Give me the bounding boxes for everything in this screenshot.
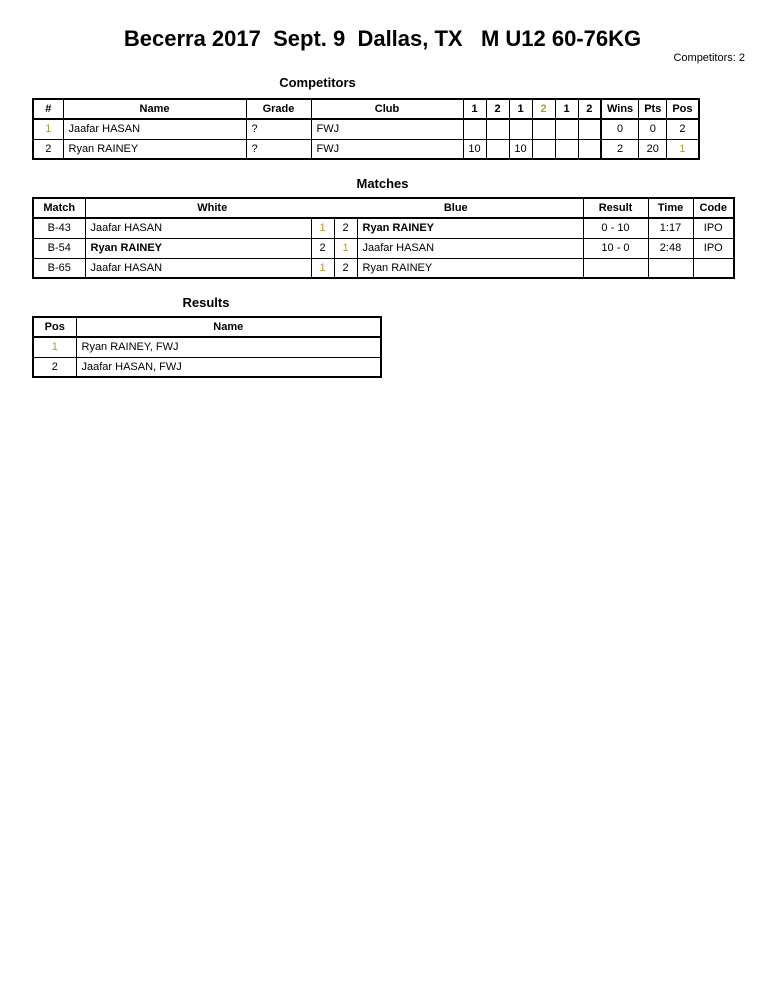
competitor-club: FWJ bbox=[311, 139, 463, 159]
score-cell bbox=[509, 119, 532, 139]
blue-number: 2 bbox=[334, 258, 357, 278]
results-table bbox=[32, 316, 382, 378]
score-cell bbox=[578, 139, 601, 159]
score-cell bbox=[578, 119, 601, 139]
score-cell bbox=[486, 119, 509, 139]
white-number: 1 bbox=[311, 218, 334, 238]
competitor-pos: 1 bbox=[667, 139, 699, 159]
match-result bbox=[583, 258, 648, 278]
white-competitor: Jaafar HASAN bbox=[85, 258, 311, 278]
competitor-grade: ? bbox=[246, 139, 311, 159]
competitor-row bbox=[33, 139, 699, 159]
match-result-code bbox=[693, 258, 734, 278]
competitor-name: Jaafar HASAN bbox=[63, 119, 246, 139]
col-wins: Wins bbox=[601, 99, 639, 119]
match-code: B-65 bbox=[33, 258, 85, 278]
col-white-blue bbox=[85, 198, 583, 218]
competitor-pts: 0 bbox=[639, 119, 667, 139]
col-code: Code bbox=[693, 198, 734, 218]
score-cell bbox=[555, 119, 578, 139]
col-round-4: 2 bbox=[532, 99, 555, 119]
competitor-club: FWJ bbox=[311, 119, 463, 139]
match-time: 2:48 bbox=[648, 238, 693, 258]
col-round-1: 1 bbox=[463, 99, 486, 119]
white-competitor: Ryan RAINEY bbox=[85, 238, 311, 258]
col-number: # bbox=[33, 99, 63, 119]
white-number: 1 bbox=[311, 258, 334, 278]
competitors-table bbox=[32, 98, 700, 160]
col-round-6: 2 bbox=[578, 99, 601, 119]
competitors-section-title: Competitors bbox=[279, 75, 356, 90]
match-row bbox=[33, 218, 734, 238]
score-cell bbox=[532, 139, 555, 159]
match-row bbox=[33, 238, 734, 258]
blue-competitor: Ryan RAINEY bbox=[357, 218, 583, 238]
results-header-row bbox=[33, 317, 381, 337]
match-time: 1:17 bbox=[648, 218, 693, 238]
result-row bbox=[33, 357, 381, 377]
col-pos: Pos bbox=[667, 99, 699, 119]
page-title: Becerra 2017 Sept. 9 Dallas, TX M U12 60-76KG bbox=[123, 26, 642, 51]
competitor-pos: 2 bbox=[667, 119, 699, 139]
col-round-3: 1 bbox=[509, 99, 532, 119]
score-cell bbox=[555, 139, 578, 159]
competitor-number: 1 bbox=[33, 119, 63, 139]
col-white: White bbox=[197, 202, 228, 214]
competitor-pts: 20 bbox=[639, 139, 667, 159]
score-cell bbox=[532, 119, 555, 139]
col-club: Club bbox=[311, 99, 463, 119]
white-number: 2 bbox=[311, 238, 334, 258]
match-result-code: IPO bbox=[693, 218, 734, 238]
col-name: Name bbox=[63, 99, 246, 119]
col-round-5: 1 bbox=[555, 99, 578, 119]
col-result: Result bbox=[583, 198, 648, 218]
result-name: Jaafar HASAN, FWJ bbox=[76, 357, 381, 377]
competitor-grade: ? bbox=[246, 119, 311, 139]
score-cell: 10 bbox=[509, 139, 532, 159]
col-pts: Pts bbox=[639, 99, 667, 119]
score-cell: 10 bbox=[463, 139, 486, 159]
result-row bbox=[33, 337, 381, 357]
competitors-header-row bbox=[33, 99, 699, 119]
result-pos: 2 bbox=[33, 357, 76, 377]
results-section-title: Results bbox=[182, 295, 230, 310]
col-pos: Pos bbox=[33, 317, 76, 337]
score-cell bbox=[463, 119, 486, 139]
blue-competitor: Ryan RAINEY bbox=[357, 258, 583, 278]
competitor-row bbox=[33, 119, 699, 139]
match-code: B-43 bbox=[33, 218, 85, 238]
match-result: 0 - 10 bbox=[583, 218, 648, 238]
col-round-2: 2 bbox=[486, 99, 509, 119]
result-name: Ryan RAINEY, FWJ bbox=[76, 337, 381, 357]
match-time bbox=[648, 258, 693, 278]
match-code: B-54 bbox=[33, 238, 85, 258]
col-blue: Blue bbox=[443, 202, 468, 214]
matches-header-row bbox=[33, 198, 734, 218]
competitor-wins: 0 bbox=[601, 119, 639, 139]
col-time: Time bbox=[648, 198, 693, 218]
competitor-wins: 2 bbox=[601, 139, 639, 159]
col-match: Match bbox=[33, 198, 85, 218]
matches-table bbox=[32, 197, 735, 279]
match-result: 10 - 0 bbox=[583, 238, 648, 258]
col-name: Name bbox=[76, 317, 381, 337]
blue-number: 1 bbox=[334, 238, 357, 258]
score-cell bbox=[486, 139, 509, 159]
white-competitor: Jaafar HASAN bbox=[85, 218, 311, 238]
blue-number: 2 bbox=[334, 218, 357, 238]
matches-section-title: Matches bbox=[356, 176, 409, 191]
competitor-number: 2 bbox=[33, 139, 63, 159]
competitor-name: Ryan RAINEY bbox=[63, 139, 246, 159]
match-row bbox=[33, 258, 734, 278]
result-pos: 1 bbox=[33, 337, 76, 357]
col-grade: Grade bbox=[246, 99, 311, 119]
match-result-code: IPO bbox=[693, 238, 734, 258]
competitors-count: Competitors: 2 bbox=[673, 52, 745, 64]
blue-competitor: Jaafar HASAN bbox=[357, 238, 583, 258]
